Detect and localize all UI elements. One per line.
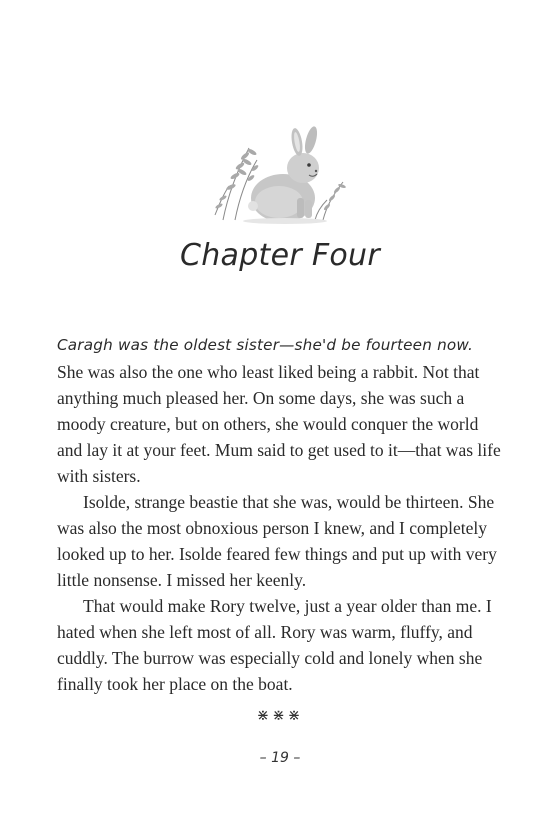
paragraph-1-text: She was also the one who least liked being a rabbit. Not that anything much pleased her. On some days, she was such a moody creature, but on others, she would conquer the world and lay it at your feet. Mum said to get used to it—that was life with sisters. xyxy=(57,362,501,486)
paragraph-1 xyxy=(57,332,507,489)
page-number: – 19 – xyxy=(259,750,301,766)
lead-sentence: Caragh was the oldest sister—she'd be fourteen now. xyxy=(57,336,474,354)
paragraph-3: That would make Rory twelve, just a year older than me. I hated when she left most of all. Rory was warm, fluffy, and cuddly. The burrow was especially cold and lonely when she finally took her place on the boat. xyxy=(57,596,492,694)
chapter-body xyxy=(57,332,507,697)
rabbit-with-ferns-icon xyxy=(205,120,355,230)
section-break-ornament: ⋇⋇⋇ xyxy=(256,706,304,724)
paragraph-2: Isolde, strange beastie that she was, would be thirteen. She was also the most obnoxious person I knew, and I completely looked up to her. Isolde feared few things and put up with very little nonsense. I missed her keenly. xyxy=(57,492,497,590)
chapter-title: Chapter Four xyxy=(179,238,381,273)
